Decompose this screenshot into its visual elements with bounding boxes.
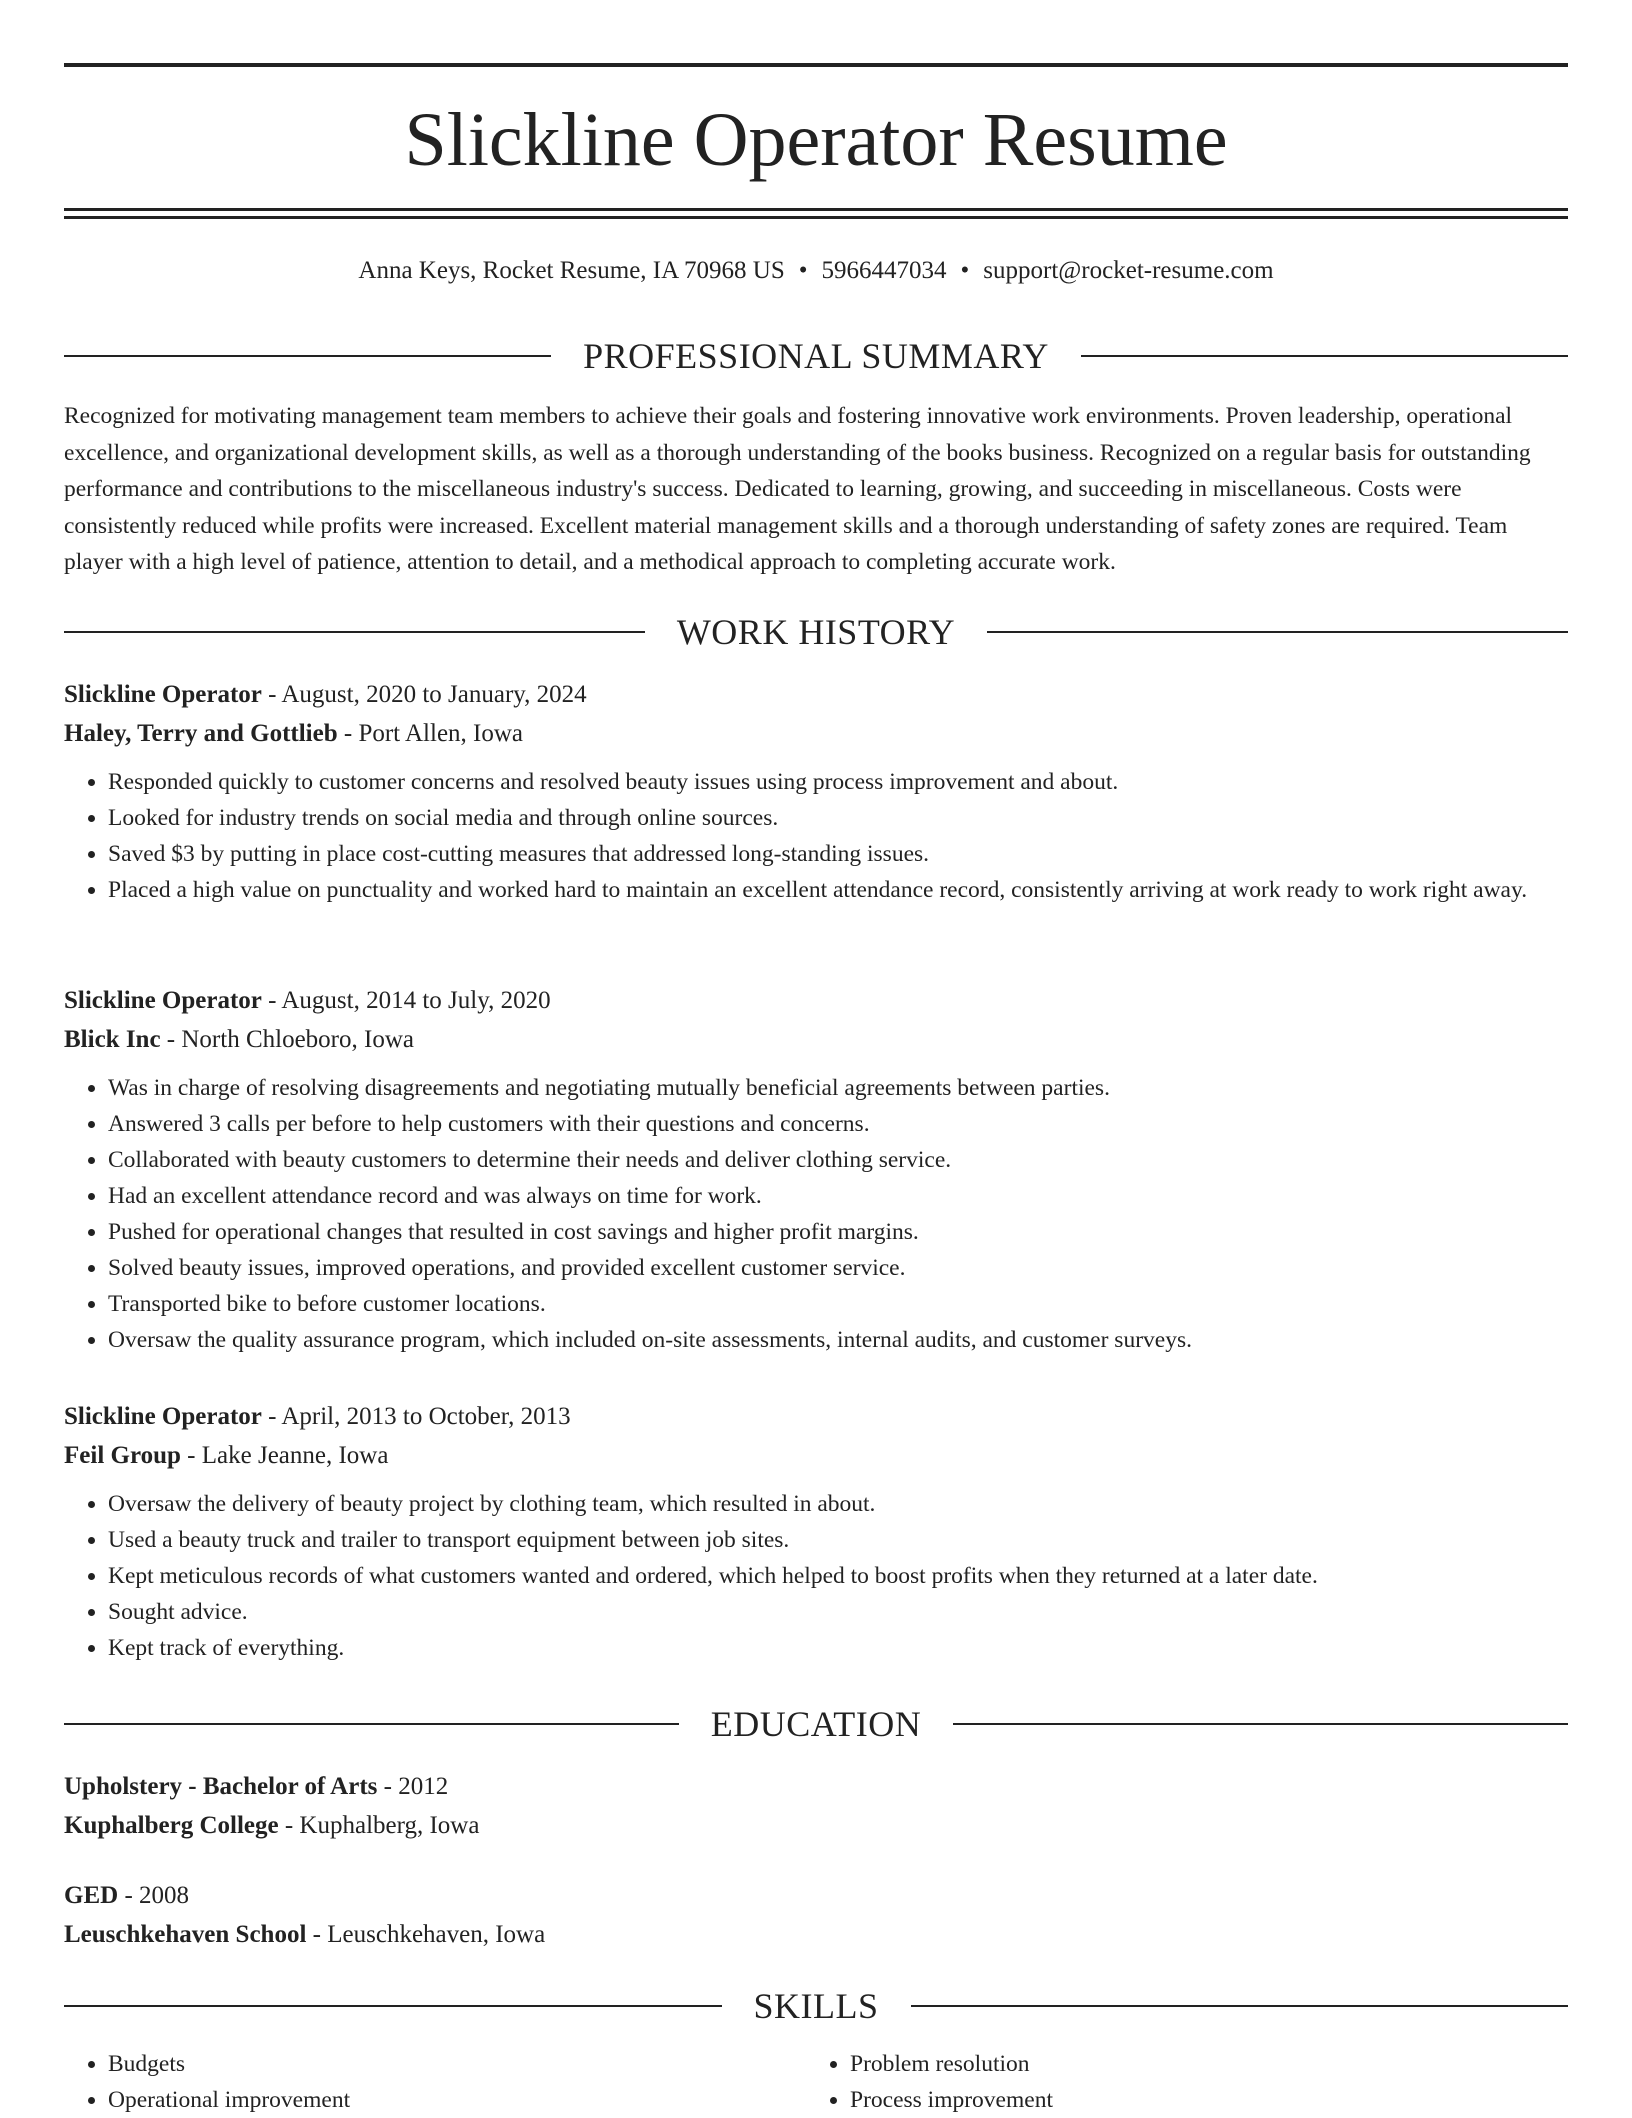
resume-title: Slickline Operator Resume xyxy=(404,98,1228,182)
job-title-line xyxy=(64,1398,1568,1437)
heading-rule xyxy=(953,1723,1568,1725)
summary-heading-label: PROFESSIONAL SUMMARY xyxy=(583,336,1049,376)
job-dates: - August, 2014 to July, 2020 xyxy=(261,987,551,1014)
list-item: • Saved $3 by putting in place cost-cutting measures that addressed long-standing issues. xyxy=(108,836,1568,872)
heading-rule xyxy=(64,355,551,357)
school-location: - Leuschkehaven, Iowa xyxy=(306,1920,546,1948)
job-bullets xyxy=(64,1070,1568,1358)
list-item: • Placed a high value on punctuality and worked hard to maintain an excellent attendance record, consistently arriving at work ready to work right away. xyxy=(108,872,1568,908)
heading-rule xyxy=(64,631,645,633)
list-item: • Kept track of everything. xyxy=(108,1630,1568,1666)
list-item: • Collaborated with beauty customers to determine their needs and deliver clothing service. xyxy=(108,1142,1568,1178)
education-heading xyxy=(64,1699,1568,1749)
contact-separator: • xyxy=(798,257,808,284)
contact-line xyxy=(64,254,1568,288)
contact-phone: 5966447034 xyxy=(821,257,947,284)
list-item: • Oversaw the delivery of beauty project by clothing team, which resulted in about. xyxy=(108,1486,1568,1522)
list-item: • Transported bike to before customer locations. xyxy=(108,1286,1568,1322)
skills-list xyxy=(64,2046,764,2118)
school-line xyxy=(64,1916,1568,1955)
list-item: • Looked for industry trends on social media and through online sources. xyxy=(108,800,1568,836)
list-item: • Kept meticulous records of what customers wanted and ordered, which helped to boost profits when they returned at a later date. xyxy=(108,1558,1568,1594)
degree: Upholstery - Bachelor of Arts xyxy=(64,1773,378,1800)
summary-heading xyxy=(64,331,1568,381)
list-item: • Used a beauty truck and trailer to transport equipment between job sites. xyxy=(108,1522,1568,1558)
job-title-line xyxy=(64,982,1568,1021)
school: Leuschkehaven School xyxy=(64,1920,307,1948)
degree-line xyxy=(64,1768,1568,1807)
job-company: Haley, Terry and Gottlieb xyxy=(64,719,338,747)
heading-rule xyxy=(1081,355,1568,357)
list-item: • Pushed for operational changes that resulted in cost savings and higher profit margins. xyxy=(108,1214,1568,1250)
list-item: • Responded quickly to customer concerns and resolved beauty issues using process improvement and about. xyxy=(108,764,1568,800)
job-title: Slickline Operator xyxy=(64,987,262,1014)
heading-rule xyxy=(64,2005,722,2007)
job-title: Slickline Operator xyxy=(64,1403,262,1430)
contact-separator: • xyxy=(960,257,970,284)
degree-line xyxy=(64,1877,1568,1916)
school: Kuphalberg College xyxy=(64,1811,279,1839)
job-company: Blick Inc xyxy=(64,1025,161,1053)
list-item: • Budgets xyxy=(108,2046,764,2082)
summary-text: Recognized for motivating management team members to achieve their goals and fostering innovative work environments. Proven leadership, operational excellence, and organizational development skills, as well as a thorough understanding of the books business. Recognized on a regular basis for outstanding performance and contributions to the miscellaneous industry's success. Dedicated to learning, growing, and succeeding in miscellaneous. Costs were consistently reduced while profits were increased. Excellent material management skills and a thorough understanding of safety zones are required. Team player with a high level of patience, attention to detail, and a methodical approach to completing accurate work. xyxy=(64,403,1531,575)
school-line xyxy=(64,1807,1568,1846)
list-item: • Had an excellent attendance record and was always on time for work. xyxy=(108,1178,1568,1214)
contact-address: Anna Keys, Rocket Resume, IA 70968 US xyxy=(358,257,785,284)
top-rule xyxy=(64,63,1568,67)
skills-column-left xyxy=(64,2046,764,2118)
job-bullets xyxy=(64,1486,1568,1666)
education-entry xyxy=(64,1768,1568,1845)
skills-heading xyxy=(64,1981,1568,2031)
list-item: • Operational improvement xyxy=(108,2082,764,2118)
work-heading xyxy=(64,607,1568,657)
education-heading-label: EDUCATION xyxy=(710,1704,922,1744)
skills-column-right xyxy=(806,2046,1506,2118)
job-entry xyxy=(64,982,1568,1358)
job-location: - Lake Jeanne, Iowa xyxy=(180,1441,389,1469)
job-dates: - April, 2013 to October, 2013 xyxy=(261,1403,571,1430)
job-title-line xyxy=(64,676,1568,715)
skills-list xyxy=(806,2046,1506,2118)
list-item: • Oversaw the quality assurance program, which included on-site assessments, internal audits, and customer surveys. xyxy=(108,1322,1568,1358)
job-company-line xyxy=(64,1021,1568,1060)
job-location: - Port Allen, Iowa xyxy=(337,719,524,747)
heading-rule xyxy=(64,1723,679,1725)
list-item: • Answered 3 calls per before to help customers with their questions and concerns. xyxy=(108,1106,1568,1142)
job-title: Slickline Operator xyxy=(64,681,262,708)
degree-year: - 2008 xyxy=(118,1882,190,1909)
list-item: • Problem resolution xyxy=(850,2046,1506,2082)
job-company: Feil Group xyxy=(64,1441,181,1469)
degree-year: - 2012 xyxy=(377,1773,449,1800)
job-location: - North Chloeboro, Iowa xyxy=(160,1025,414,1053)
heading-rule xyxy=(987,631,1568,633)
job-entry xyxy=(64,1398,1568,1666)
title-rule-lower xyxy=(64,216,1568,219)
school-location: - Kuphalberg, Iowa xyxy=(278,1811,480,1839)
degree: GED xyxy=(64,1882,119,1909)
list-item: • Was in charge of resolving disagreements and negotiating mutually beneficial agreements between parties. xyxy=(108,1070,1568,1106)
job-bullets xyxy=(64,764,1568,908)
list-item: • Sought advice. xyxy=(108,1594,1568,1630)
skills-heading-label: SKILLS xyxy=(753,1986,879,2026)
heading-rule xyxy=(911,2005,1569,2007)
job-company-line xyxy=(64,1437,1568,1476)
list-item: • Solved beauty issues, improved operations, and provided excellent customer service. xyxy=(108,1250,1568,1286)
job-company-line xyxy=(64,715,1568,754)
job-entry xyxy=(64,676,1568,908)
contact-email: support@rocket-resume.com xyxy=(983,257,1274,284)
education-entry xyxy=(64,1877,1568,1954)
work-heading-label: WORK HISTORY xyxy=(676,612,956,652)
list-item: • Process improvement xyxy=(850,2082,1506,2118)
title-rule-upper xyxy=(64,208,1568,211)
job-dates: - August, 2020 to January, 2024 xyxy=(261,681,587,708)
